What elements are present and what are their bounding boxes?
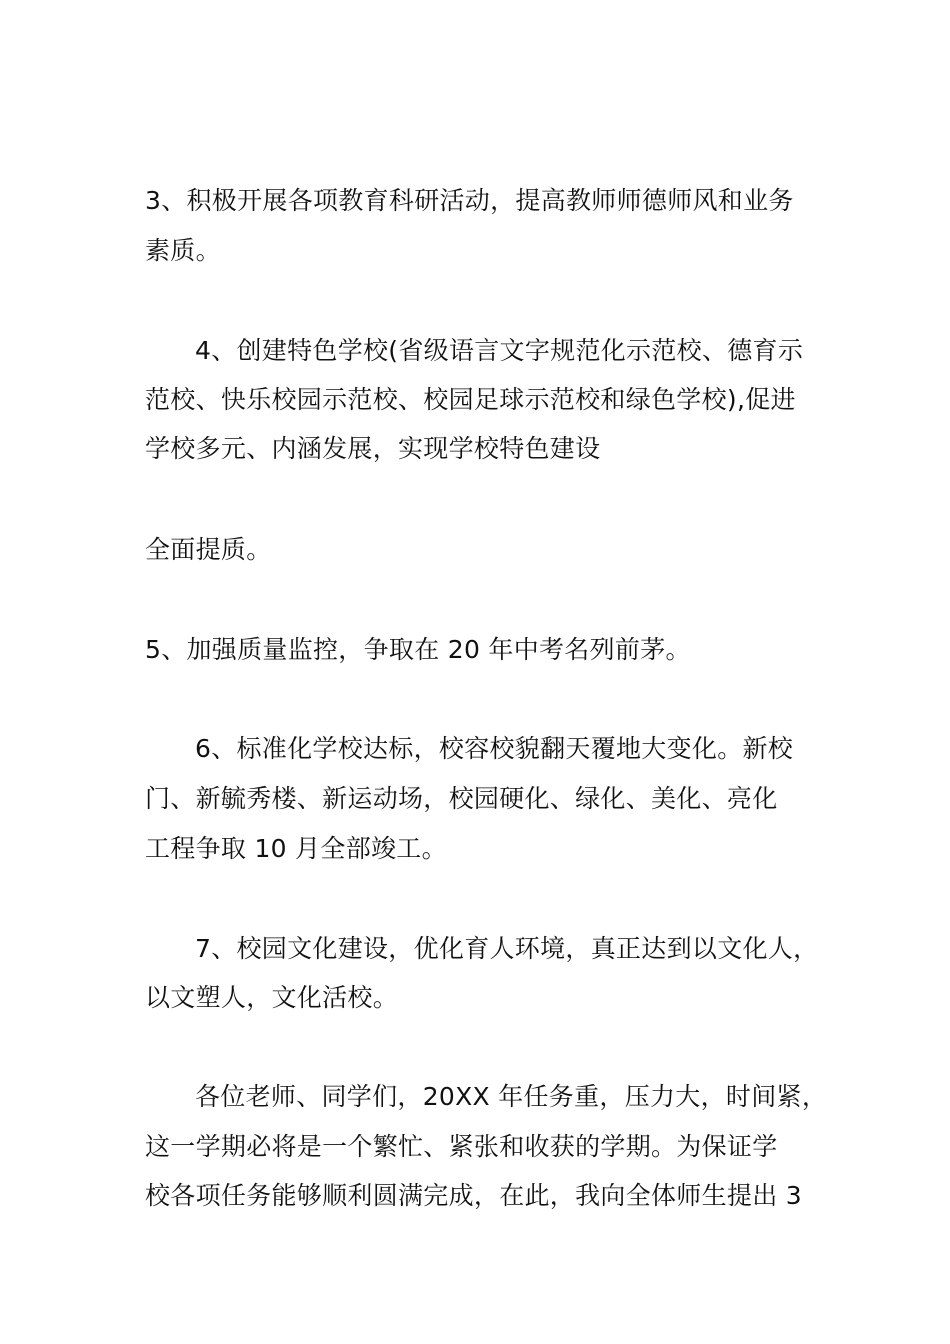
paragraph-8-line-3: 校各项任务能够顺利圆满完成，在此，我向全体师生提出 3 [145,1181,802,1210]
paragraph-5-line-1: 5、加强质量监控，争取在 20 年中考名列前茅。 [145,635,691,664]
paragraph-6-line-2: 门、新毓秀楼、新运动场，校园硬化、绿化、美化、亮化 [145,784,778,813]
paragraph-3-line-1: 3、积极开展各项教育科研活动，提高教师师德师风和业务 [145,186,794,215]
paragraph-7-line-1: 7、校园文化建设，优化育人环境，真正达到以文化人， [195,934,819,963]
paragraph-4-line-3: 学校多元、内涵发展，实现学校特色建设 [145,434,601,463]
paragraph-6-line-1: 6、标准化学校达标，校容校貌翻天覆地大变化。新校 [195,734,794,763]
paragraph-8-line-2: 这一学期必将是一个繁忙、紧张和收获的学期。为保证学 [145,1132,778,1161]
paragraph-3-line-2: 素质。 [145,236,221,265]
paragraph-4-continuation: 全面提质。 [145,535,272,564]
paragraph-8-line-1: 各位老师、同学们，20XX 年任务重，压力大，时间紧， [195,1082,828,1111]
paragraph-4-line-1: 4、创建特色学校(省级语言文字规范化示范校、德育示 [195,336,804,365]
paragraph-4-line-2: 范校、快乐校园示范校、校园足球示范校和绿色学校),促进 [145,385,796,414]
paragraph-6-line-3: 工程争取 10 月全部竣工。 [145,834,447,863]
paragraph-7-line-2: 以文塑人，文化活校。 [145,983,399,1012]
